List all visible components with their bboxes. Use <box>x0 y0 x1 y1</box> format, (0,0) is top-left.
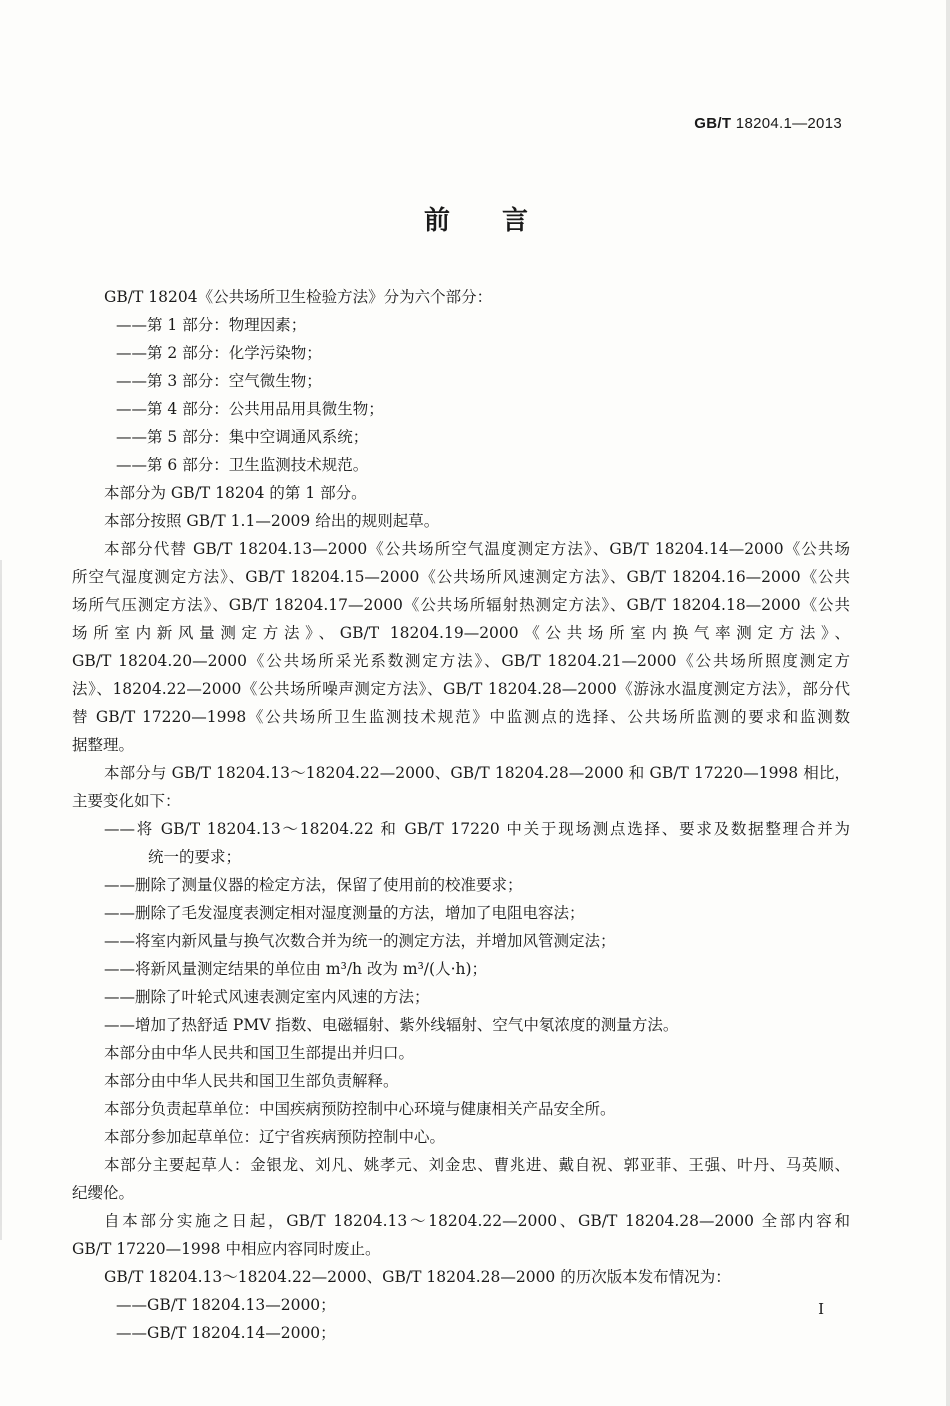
paragraph-line: 本部分由中华人民共和国卫生部负责解释。 <box>104 1072 399 1090</box>
list-item: ——删除了毛发湿度表测定相对湿度测量的方法，增加了电阻电容法； <box>104 904 585 922</box>
page-number: I <box>818 1300 824 1318</box>
list-item: ——第 5 部分：集中空调通风系统； <box>116 428 369 446</box>
paragraph-line: 本部分与 GB/T 18204.13～18204.22—2000、GB/T 18204.28—2000 和 GB/T 17220—1998 相比， <box>104 764 850 782</box>
paragraph-line: 本部分为 GB/T 18204 的第 1 部分。 <box>104 484 367 502</box>
list-item: ——第 3 部分：空气微生物； <box>116 372 322 390</box>
paragraph-line: GB/T 18204.20—2000《公共场所采光系数测定方法》、GB/T 18204.21—2000《公共场所照度测定方 <box>72 652 850 670</box>
paragraph-line: 所空气湿度测定方法》、GB/T 18204.15—2000《公共场所风速测定方法》、GB/T 18204.16—2000《公共 <box>72 568 850 586</box>
list-item-continuation: 统一的要求； <box>148 848 242 866</box>
list-item: ——第 4 部分：公共用品用具微生物； <box>116 400 384 418</box>
paragraph-line: 本部分代替 GB/T 18204.13—2000《公共场所空气温度测定方法》、GB/T 18204.14—2000《公共场 <box>104 540 850 558</box>
list-item: ——第 1 部分：物理因素； <box>116 316 307 334</box>
paragraph-line: GB/T 17220—1998 中相应内容同时废止。 <box>72 1240 381 1258</box>
paragraph-line: GB/T 18204.13～18204.22—2000、GB/T 18204.28—2000 的历次版本发布情况为： <box>104 1268 731 1286</box>
list-item: ——增加了热舒适 PMV 指数、电磁辐射、紫外线辐射、空气中氡浓度的测量方法。 <box>104 1016 679 1034</box>
list-item: ——删除了叶轮式风速表测定室内风速的方法； <box>104 988 430 1006</box>
paragraph-line: 替 GB/T 17220—1998《公共场所卫生监测技术规范》中监测点的选择、公共场所监测的要求和监测数 <box>72 708 850 726</box>
list-item: ——第 2 部分：化学污染物； <box>116 344 322 362</box>
paragraph-line: 法》、18204.22—2000《公共场所噪声测定方法》、GB/T 18204.28—2000《游泳水温度测定方法》，部分代 <box>72 680 850 698</box>
list-item: ——将室内新风量与换气次数合并为统一的测定方法，并增加风管测定法； <box>104 932 616 950</box>
standard-number: 18204.1—2013 <box>735 115 842 132</box>
page-title: 前言 <box>423 206 580 236</box>
paragraph-line: 据整理。 <box>72 736 135 754</box>
standard-prefix: GB/T <box>694 115 732 132</box>
paragraph-line: 本部分由中华人民共和国卫生部提出并归口。 <box>104 1044 415 1062</box>
paragraph-line: 主要变化如下： <box>72 792 181 810</box>
paragraph-line: 纪缨伦。 <box>72 1184 135 1202</box>
standard-code-header <box>694 115 842 132</box>
list-item: ——第 6 部分：卫生监测技术规范。 <box>116 456 369 474</box>
paragraph-line: 本部分按照 GB/T 1.1—2009 给出的规则起草。 <box>104 512 440 530</box>
paragraph-line: GB/T 18204《公共场所卫生检验方法》分为六个部分： <box>104 288 493 306</box>
scan-artifact-left <box>0 560 2 1240</box>
paragraph-line: 场所气压测定方法》、GB/T 18204.17—2000《公共场所辐射热测定方法》、GB/T 18204.18—2000《公共 <box>72 596 850 614</box>
list-item: ——GB/T 18204.14—2000； <box>116 1324 336 1342</box>
paragraph-line: 场所室内新风量测定方法》、GB/T 18204.19—2000《公共场所室内换气率测定方法》、 <box>72 624 850 642</box>
paragraph-line: 本部分负责起草单位：中国疾病预防控制中心环境与健康相关产品安全所。 <box>104 1100 616 1118</box>
list-item: ——GB/T 18204.13—2000； <box>116 1296 336 1314</box>
list-item: ——删除了测量仪器的检定方法，保留了使用前的校准要求； <box>104 876 523 894</box>
list-item: ——将新风量测定结果的单位由 m³/h 改为 m³/(人·h)； <box>104 960 488 978</box>
paragraph-line: 自本部分实施之日起，GB/T 18204.13～18204.22—2000、GB/T 18204.28—2000 全部内容和 <box>104 1212 850 1230</box>
list-item: ——将 GB/T 18204.13～18204.22 和 GB/T 17220 中关于现场测点选择、要求及数据整理合并为 <box>104 820 850 838</box>
paragraph-line: 本部分参加起草单位：辽宁省疾病预防控制中心。 <box>104 1128 446 1146</box>
paragraph-line: 本部分主要起草人：金银龙、刘凡、姚孝元、刘金忠、曹兆进、戴自祝、郭亚菲、王强、叶丹、马英顺、 <box>104 1156 850 1174</box>
